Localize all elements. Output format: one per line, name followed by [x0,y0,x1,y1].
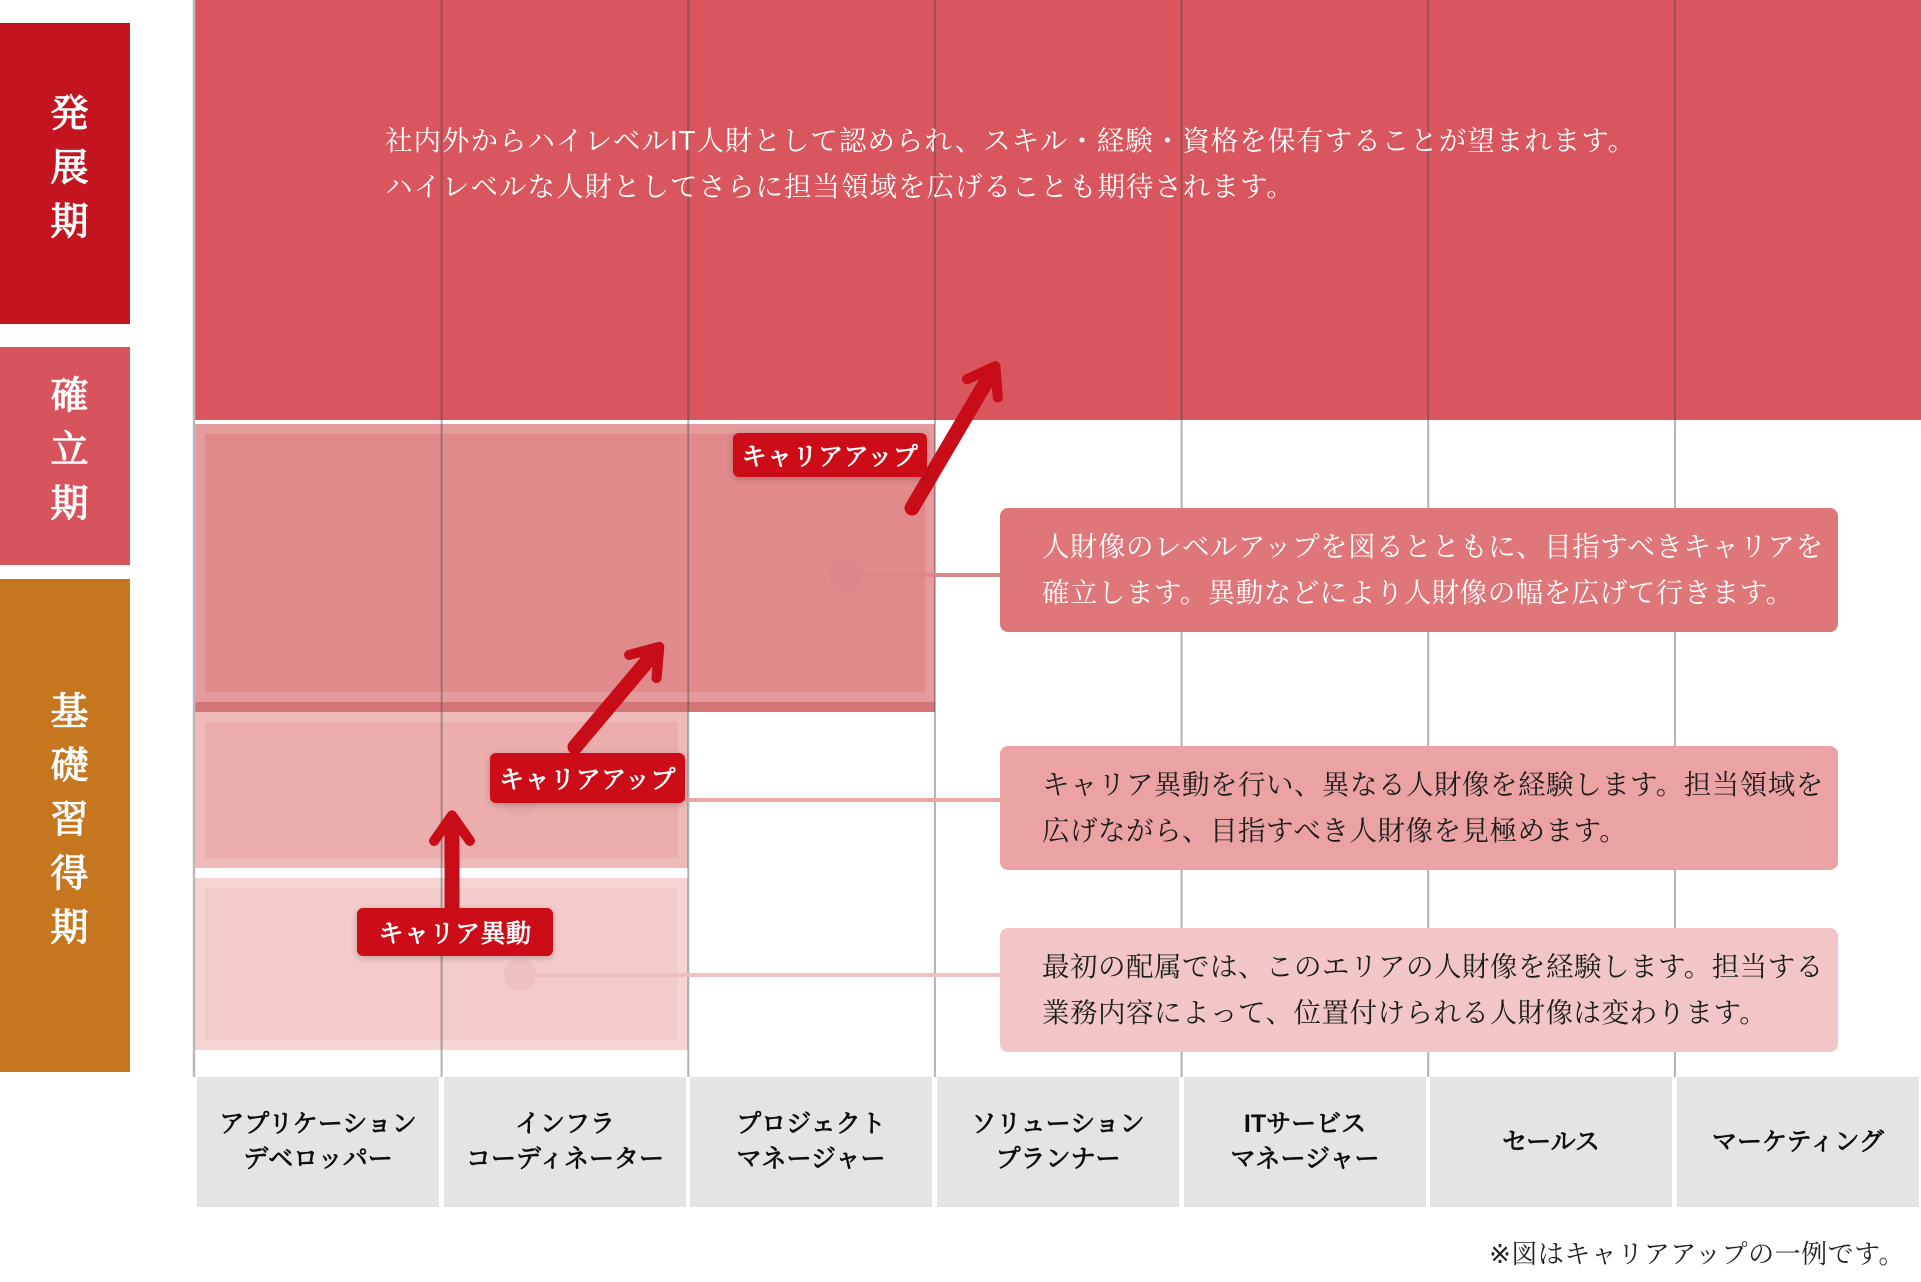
career-up-arrow-2 [575,652,655,747]
top-region-description-line2: ハイレベルな人財としてさらに担当領域を広げることも期待されます。 [385,171,1295,202]
role-label-line2: プランナー [995,1145,1121,1173]
role-label-line2: マネージャー [736,1145,886,1173]
career-move-label-text: キャリア異動 [378,920,532,948]
stage-label-hatten: 発展期 [44,92,86,255]
role-label-line1: プロジェクト [736,1110,886,1138]
role-label-line2: コーディネーター [465,1145,664,1173]
callout-establishment-line2: 確立します。異動などにより人財像の幅を広げて行きます。 [1042,577,1794,608]
role-label-line1: セールス [1502,1127,1600,1156]
callout-first-assignment-line2: 業務内容によって、位置付けられる人財像は変わります。 [1042,997,1768,1028]
callout-career-move-line1: キャリア異動を行い、異なる人財像を経験します。担当領域を [1042,769,1824,800]
stage-label-kiso: 基礎習得期 [44,690,86,961]
career-up-label-2-text: キャリアアップ [499,766,676,794]
role-label-line2: デベロッパー [243,1145,393,1173]
footnote: ※図はキャリアアップの一例です。 [1489,1239,1905,1269]
stage-label-kakuritsu: 確立期 [44,375,86,537]
role-label-line1: インフラ [514,1110,615,1138]
role-label-line1: マーケティング [1711,1127,1884,1156]
role-label-line1: ソリューション [971,1110,1145,1138]
callout-establishment-line1: 人財像のレベルアップを図るとともに、目指すべきキャリアを [1042,531,1824,562]
career-up-label-1-text: キャリアアップ [741,443,919,471]
callout-first-assignment-line1: 最初の配属では、このエリアの人財像を経験します。担当する [1042,951,1824,982]
role-label-line1: ITサービス [1243,1110,1367,1138]
role-label-line2: マネージャー [1230,1145,1380,1173]
role-label-line1: アプリケーション [219,1110,417,1138]
top-region-description-line1: 社内外からハイレベルIT人財として認められ、スキル・経験・資格を保有することが望まれます。 [385,125,1637,156]
career-up-label-2 [490,753,685,803]
callout-career-move-line2: 広げながら、目指すべき人財像を見極めます。 [1042,815,1628,846]
career-up-label-1 [733,433,927,477]
career-move-label [357,908,553,956]
